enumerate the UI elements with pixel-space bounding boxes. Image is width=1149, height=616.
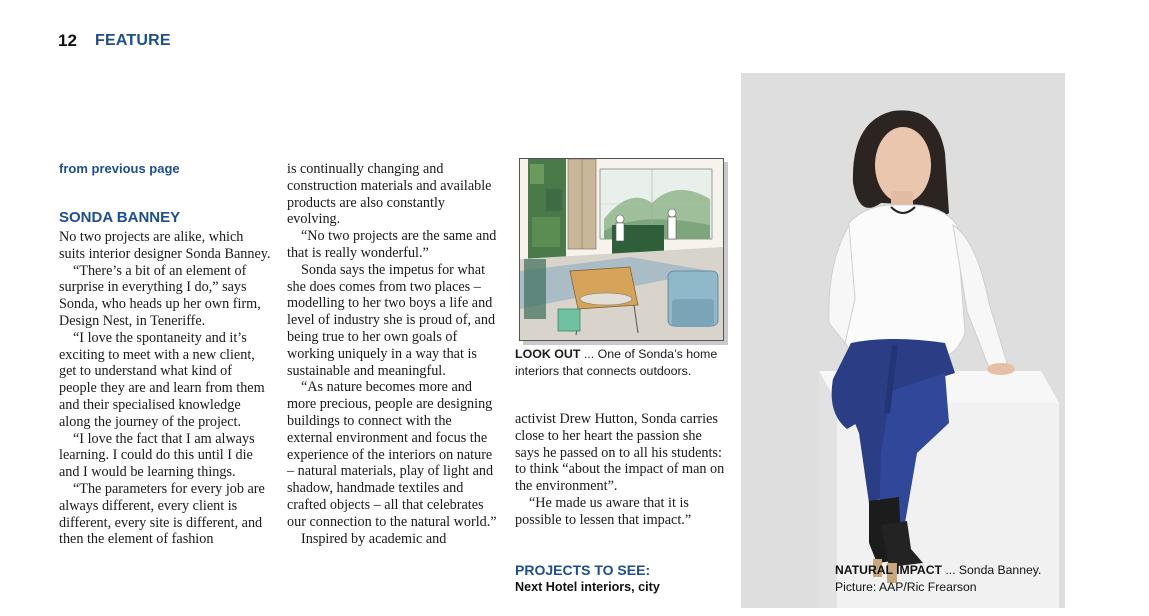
article-column-3 — [515, 411, 727, 529]
project-item: Next Hotel interiors, city — [515, 580, 660, 594]
paragraph: “There’s a bit of an element of surprise in everything I do,” says Sonda, who heads up her own firm, Design Nest, in Teneriffe. — [59, 262, 261, 329]
page-number: 12 — [58, 31, 77, 50]
caption-label: LOOK OUT — [515, 347, 581, 361]
photo-credit: Picture: AAP/Ric Frearson — [835, 580, 977, 594]
paragraph: “As nature becomes more and more precious, people are designing buildings to connect with the external environment and focus the experience of the interiors on nature – natural materials, play of light and shadow, handmade textiles and crafted objects – all that celebrates our connection to the natural world.” — [287, 379, 497, 530]
paragraph: Inspired by academic and — [301, 530, 447, 547]
bio-heading: SONDA BANNEY — [59, 209, 181, 226]
caption-text: ... One of Sonda’s home interiors that connects outdoors. — [515, 347, 718, 378]
caption-text: ... Sonda Banney. — [941, 563, 1042, 577]
paragraph: No two projects are alike, which suits interior designer Sonda Banney. — [59, 229, 271, 262]
projects-heading: PROJECTS TO SEE: — [515, 562, 651, 578]
paragraph: “The parameters for every job are always different, every client is different, every site is different, and then the element of fashion — [59, 480, 265, 548]
paragraph: “He made us aware that it is possible to lessen that impact.” — [515, 494, 692, 528]
paragraph: “I love the fact that I am always learning. I could do this until I die and I would be learning things. — [59, 430, 255, 481]
section-label: FEATURE — [95, 32, 171, 49]
continuation-note: from previous page — [59, 161, 180, 176]
portrait-photo — [741, 73, 1065, 608]
caption-label: NATURAL IMPACT — [835, 563, 942, 577]
image-caption-look-out — [515, 346, 730, 380]
paragraph: “I love the spontaneity and it’s exciting to meet with a new client, get to understand what kind of people they are and learn from them and their specialised knowledge along the journey of the project. — [59, 329, 265, 430]
paragraph: is continually changing and construction materials and available products are also constantly evolving. — [287, 161, 492, 228]
article-column-1 — [59, 229, 271, 548]
paragraph: activist Drew Hutton, Sonda carries close to her heart the passion she says he passed on to all his students: to think “about the impact of man on the environment”. — [515, 411, 725, 495]
paragraph: “No two projects are the same and that is really wonderful.” — [287, 228, 497, 261]
image-caption-natural-impact — [835, 562, 1060, 596]
portrait-illustration — [741, 73, 1065, 608]
interior-sketch-image — [519, 158, 724, 341]
article-column-2 — [287, 161, 499, 547]
paragraph: Sonda says the impetus for what she does comes from two places – modelling to her two boys a life and level of industry she is proud of, and being true to her own goals of working uniquely in a way that is sustainable and meaningful. — [287, 261, 496, 379]
interior-sketch-drawing — [520, 159, 723, 340]
